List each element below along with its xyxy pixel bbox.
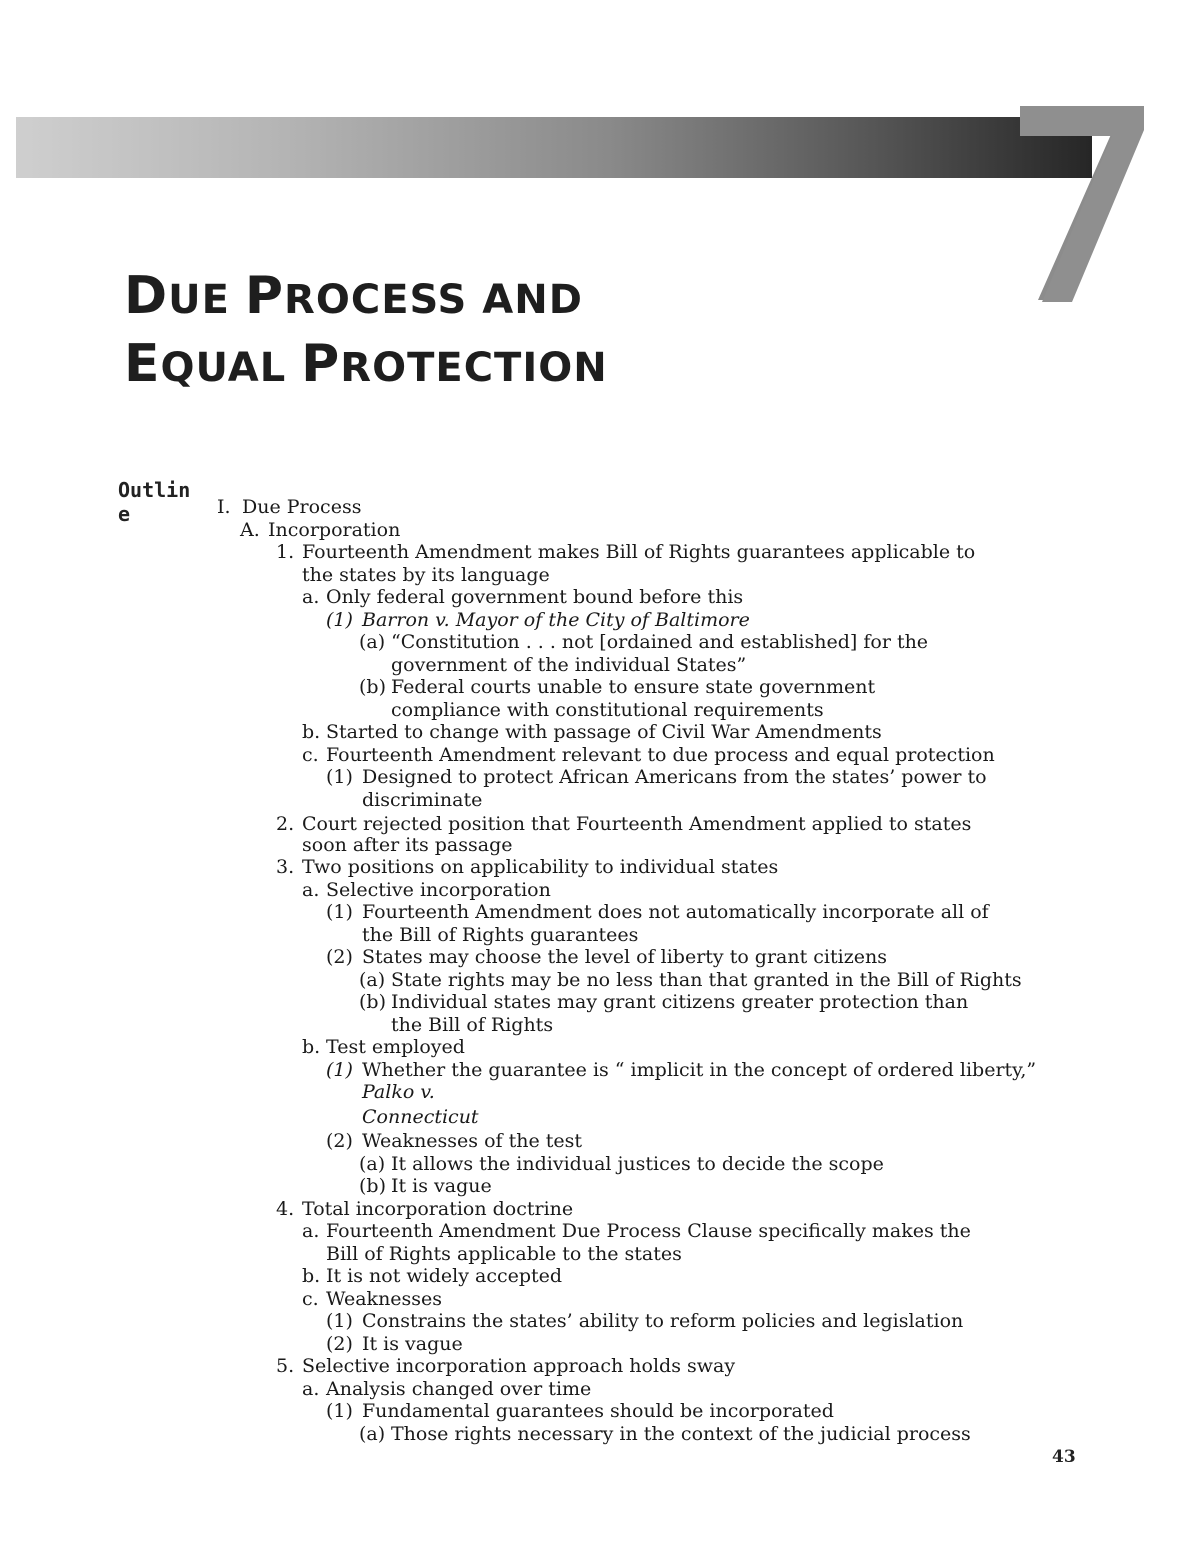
outline-item: [0, 924, 1200, 947]
outline-item: [0, 1106, 1200, 1131]
outline-item: [0, 1378, 1200, 1401]
outline-text: Weaknesses of the test: [362, 1130, 583, 1152]
outline-item: [0, 1059, 1200, 1082]
title-line-1: DUE PROCESS AND: [124, 266, 583, 326]
outline-text: Fourteenth Amendment does not automatically incorporate all of: [362, 901, 989, 923]
outline-text: the states by its language: [302, 563, 550, 586]
outline-item: [0, 586, 1200, 609]
outline-text: It is not widely accepted: [326, 1265, 563, 1287]
outline-marker: a.: [302, 878, 320, 901]
outline-text: Connecticut: [362, 1105, 479, 1128]
chapter-banner: [16, 117, 1092, 178]
outline-text: compliance with constitutional requirements: [391, 698, 824, 721]
outline-text: Total incorporation doctrine: [302, 1197, 574, 1220]
outline-item: [0, 1265, 1200, 1288]
outline-item: [0, 1153, 1200, 1176]
outline-marker: (a): [359, 631, 386, 653]
outline-item: [0, 496, 1200, 519]
outline-marker: (a): [359, 1152, 386, 1175]
outline-marker: c.: [302, 1287, 319, 1310]
outline-text: Only federal government bound before this: [326, 586, 744, 608]
outline-item: [0, 901, 1200, 924]
title-line-2: EQUAL PROTECTION: [124, 334, 608, 394]
outline-item: [0, 856, 1200, 879]
outline-marker: (1): [326, 901, 353, 923]
outline-marker: b.: [302, 1265, 321, 1287]
chapter-numeral-graphic: [1020, 100, 1160, 310]
outline-marker: (a): [359, 1422, 386, 1445]
outline-item: [0, 654, 1200, 677]
outline-text: Incorporation: [268, 518, 401, 541]
outline-text: State rights may be no less than that granted in the Bill of Rights: [391, 968, 1022, 991]
outline-item: [0, 946, 1200, 969]
outline-marker: 4.: [276, 1197, 295, 1220]
outline-item: [0, 1288, 1200, 1311]
outline-marker: a.: [302, 586, 320, 608]
outline-text: Fourteenth Amendment Due Process Clause specifically makes the: [326, 1220, 971, 1242]
outline-item: [0, 1355, 1200, 1378]
outline-item: [0, 1175, 1200, 1198]
outline-text: It allows the individual justices to decide the scope: [391, 1152, 884, 1175]
outline-item: [0, 1036, 1200, 1059]
chapter-title: [124, 268, 608, 404]
outline-item: [0, 676, 1200, 699]
outline-text: Palko v.: [362, 1081, 435, 1103]
outline-text: It is vague: [362, 1332, 463, 1355]
outline-marker: (b): [359, 676, 386, 698]
outline-text: government of the individual States”: [391, 653, 747, 676]
outline-item: [0, 564, 1200, 587]
outline-item: [0, 1310, 1200, 1333]
outline-text: Test employed: [326, 1036, 465, 1058]
outline-item: [0, 609, 1200, 632]
outline-text: Selective incorporation approach holds sway: [302, 1355, 736, 1377]
outline-text: Barron v. Mayor of the City of Baltimore: [362, 608, 750, 631]
outline-text: It is vague: [391, 1175, 492, 1197]
outline-text: Designed to protect African Americans from the states’ power to: [362, 766, 987, 788]
outline-item: [0, 789, 1200, 814]
outline-item: [0, 1333, 1200, 1356]
outline-marker: (b): [359, 991, 386, 1013]
outline-text: Two positions on applicability to individual states: [302, 856, 779, 878]
outline-marker: (1): [326, 1400, 353, 1422]
outline-text: soon after its passage: [302, 833, 513, 856]
outline-text: Fourteenth Amendment relevant to due process and equal protection: [326, 743, 995, 766]
outline-item: [0, 1014, 1200, 1037]
outline-text: States may choose the level of liberty to grant citizens: [362, 946, 887, 968]
outline-marker: (1): [326, 766, 353, 788]
outline-marker: b.: [302, 1036, 321, 1058]
outline-marker: 5.: [276, 1355, 295, 1377]
outline-item: [0, 813, 1200, 834]
outline-item: [0, 541, 1200, 564]
outline-text: Court rejected position that Fourteenth Amendment applied to states: [302, 813, 972, 835]
outline-marker: 2.: [276, 813, 295, 835]
outline-marker: (1): [326, 1058, 353, 1081]
outline-marker: (a): [359, 968, 386, 991]
outline-item: [0, 766, 1200, 789]
outline-marker: c.: [302, 743, 319, 766]
outline-text: Fourteenth Amendment makes Bill of Rights guarantees applicable to: [302, 541, 976, 563]
outline-marker: (2): [326, 1130, 353, 1152]
outline-text: Those rights necessary in the context of the judicial process: [391, 1422, 971, 1445]
outline-text: Started to change with passage of Civil War Amendments: [326, 721, 882, 743]
page-number: 43: [1052, 1447, 1076, 1467]
outline-item: [0, 519, 1200, 542]
outline-text: Fundamental guarantees should be incorporated: [362, 1400, 834, 1422]
outline-marker: (1): [326, 608, 353, 631]
chapter-number: [1020, 100, 1160, 310]
outline-item: [0, 1423, 1200, 1446]
outline-marker: b.: [302, 721, 321, 743]
outline-item: [0, 721, 1200, 744]
outline-text: Federal courts unable to ensure state government: [391, 676, 876, 698]
outline-text: “Constitution . . . not [ordained and established] for the: [391, 631, 929, 653]
outline-item: [0, 1081, 1200, 1106]
outline-marker: 3.: [276, 856, 295, 878]
outline-item: [0, 699, 1200, 722]
outline-text: the Bill of Rights guarantees: [362, 923, 639, 946]
outline-marker: 1.: [276, 541, 295, 563]
outline-marker: (2): [326, 1332, 353, 1355]
outline-marker: a.: [302, 1220, 320, 1242]
outline-item: [0, 1220, 1200, 1243]
outline-item: [0, 744, 1200, 767]
outline-text: the Bill of Rights: [391, 1013, 554, 1036]
outline-item: [0, 1198, 1200, 1221]
outline-item: [0, 834, 1200, 857]
outline-text: Weaknesses: [326, 1287, 443, 1310]
chapter-number-text: 7: [1090, 220, 1091, 221]
outline-marker: I.: [217, 496, 231, 518]
outline-text: Analysis changed over time: [326, 1377, 592, 1400]
outline-item: [0, 631, 1200, 654]
outline-marker: (2): [326, 946, 353, 968]
outline-item: [0, 1243, 1200, 1266]
outline-item: [0, 969, 1200, 992]
outline-text: Individual states may grant citizens greater protection than: [391, 991, 969, 1013]
outline-text: Constrains the states’ ability to reform policies and legislation: [362, 1310, 964, 1332]
outline-text: Due Process: [242, 496, 362, 518]
outline-text: discriminate: [362, 788, 483, 811]
outline-list: [0, 496, 1200, 1445]
outline-marker: a.: [302, 1377, 320, 1400]
outline-sidebar-label: Outline: [118, 478, 191, 526]
outline-marker: (1): [326, 1310, 353, 1332]
outline-item: [0, 879, 1200, 902]
outline-item: [0, 991, 1200, 1014]
outline-marker: (b): [359, 1175, 386, 1197]
outline-text: Bill of Rights applicable to the states: [326, 1242, 682, 1265]
outline-item: [0, 1130, 1200, 1153]
outline-item: [0, 1400, 1200, 1423]
outline-marker: A.: [240, 518, 260, 541]
outline-text: Whether the guarantee is “ implicit in the concept of ordered liberty,”: [362, 1058, 1037, 1081]
outline-text: Selective incorporation: [326, 878, 551, 901]
